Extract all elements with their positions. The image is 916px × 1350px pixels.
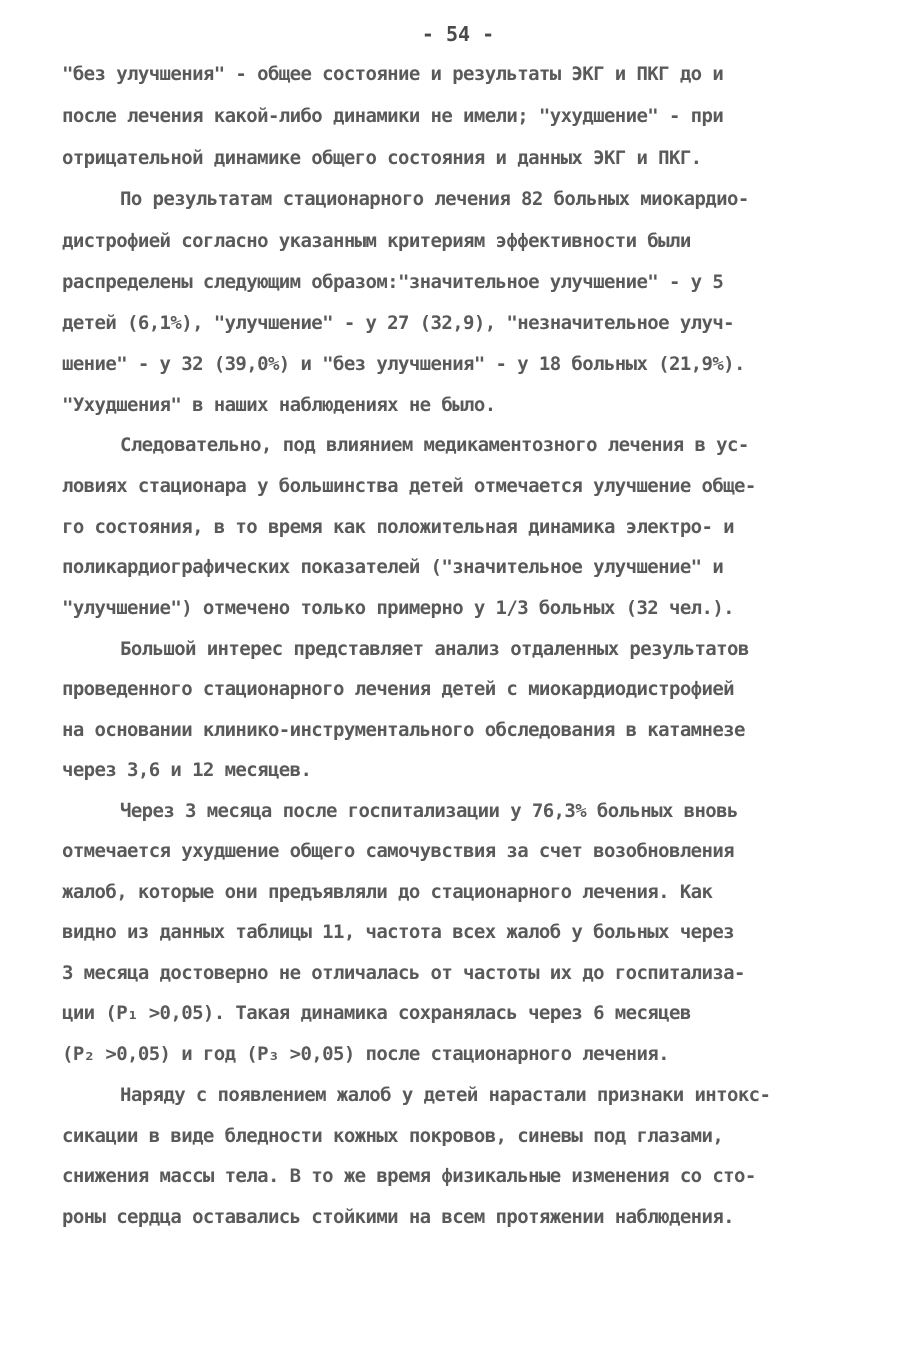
text-line: ловиях стационара у большинства детей отмечается улучшение обще-	[62, 475, 756, 497]
page-number: - 54 -	[421, 22, 495, 46]
text-line: роны сердца оставались стойкими на всем протяжении наблюдения.	[62, 1206, 735, 1228]
text-line: Следовательно, под влиянием медикаментозного лечения в ус-	[120, 434, 749, 456]
text-line: дистрофией согласно указанным критериям эффективности были	[62, 230, 691, 252]
text-line: через 3,6 и 12 месяцев.	[62, 759, 312, 781]
text-line: 3 месяца достоверно не отличалась от частоты их до госпитализа-	[62, 962, 745, 984]
text-line: жалоб, которые они предъявляли до стационарного лечения. Как	[62, 881, 713, 903]
text-line: снижения массы тела. В то же время физикальные изменения со сто-	[62, 1165, 756, 1187]
text-line: Большой интерес представляет анализ отдаленных результатов	[120, 638, 749, 660]
text-line: По результатам стационарного лечения 82 больных миокардио-	[120, 188, 749, 210]
text-line: после лечения какой-либо динамики не имели; "ухудшение" - при	[62, 105, 724, 127]
text-line: Через 3 месяца после госпитализации у 76,3% больных вновь	[120, 800, 738, 822]
text-line: "Ухудшения" в наших наблюдениях не было.	[62, 394, 496, 416]
text-line: отрицательной динамике общего состояния и данных ЭКГ и ПКГ.	[62, 147, 702, 169]
text-line: шение" - у 32 (39,0%) и "без улучшения" - у 18 больных (21,9%).	[62, 353, 745, 375]
text-line: (P₂ >0,05) и год (P₃ >0,05) после стационарного лечения.	[62, 1043, 669, 1065]
text-line: го состояния, в то время как положительная динамика электро- и	[62, 516, 735, 538]
text-line: видно из данных таблицы 11, частота всех жалоб у больных через	[62, 921, 735, 943]
text-line: сикации в виде бледности кожных покровов, синевы под глазами,	[62, 1125, 724, 1147]
text-line: поликардиографических показателей ("значительное улучшение" и	[62, 556, 724, 578]
text-line: детей (6,1%), "улучшение" - у 27 (32,9), "незначительное улуч-	[62, 312, 735, 334]
text-line: на основании клинико-инструментального обследования в катамнезе	[62, 719, 745, 741]
text-line: проведенного стационарного лечения детей с миокардиодистрофией	[62, 678, 735, 700]
text-line: "улучшение") отмечено только примерно у 1/3 больных (32 чел.).	[62, 597, 735, 619]
text-line: "без улучшения" - общее состояние и результаты ЭКГ и ПКГ до и	[62, 63, 724, 85]
text-line: отмечается ухудшение общего самочувствия за счет возобновления	[62, 840, 735, 862]
text-line: ции (P₁ >0,05). Такая динамика сохранялась через 6 месяцев	[62, 1002, 691, 1024]
text-line: Наряду с появлением жалоб у детей нарастали признаки интокс-	[120, 1084, 771, 1106]
text-line: распределены следующим образом:"значительное улучшение" - у 5	[62, 271, 724, 293]
